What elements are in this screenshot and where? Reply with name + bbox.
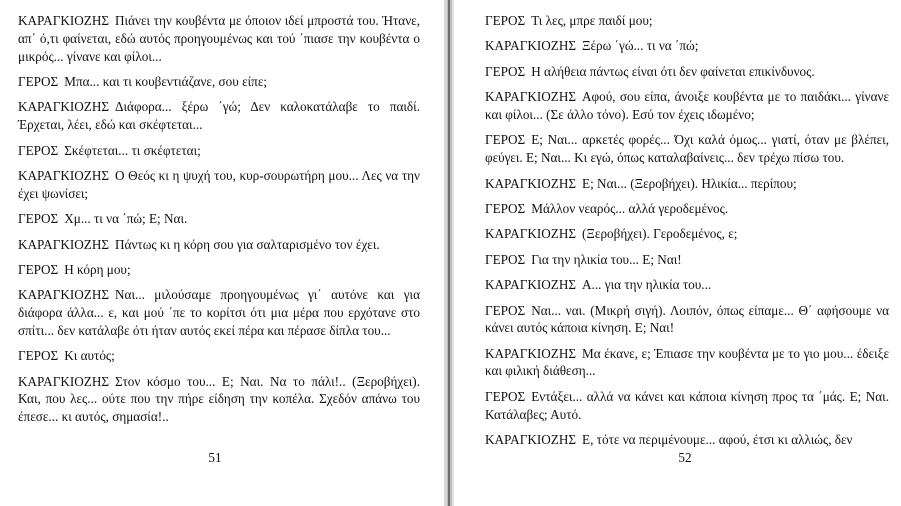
dialogue-paragraph — [485, 251, 889, 269]
page-text — [485, 12, 889, 456]
dialogue-line: Εντάξει... αλλά να κάνει και κάποια κίνηση προς τα ΄μάς. Ε; Ναι. Κατάλαβες; Αυτό. — [485, 388, 889, 422]
dialogue-line: Ε; Ναι... (Ξεροβήχει). Ηλικία... περίπου; — [582, 175, 797, 191]
speaker-name: ΓΕΡΟΣ — [485, 132, 526, 148]
speaker-name: ΓΕΡΟΣ — [18, 261, 59, 277]
dialogue-paragraph — [18, 142, 420, 160]
dialogue-line: Μπα... και τι κουβεντιάζανε, σου είπε; — [64, 73, 268, 89]
speaker-name: ΓΕΡΟΣ — [18, 211, 59, 227]
dialogue-line: Στον κόσμο του... Ε; Ναι. Να το πάλι!.. (Ξεροβήχει). Και, που λες... ούτε που την πήρε είδηση την κοπέλα. Σχεδόν απάνω του έπεσε... κι αυτός, σημασία!.. — [18, 373, 420, 425]
speaker-name: ΚΑΡΑΓΚΙΟΖΗΣ — [18, 373, 110, 389]
speaker-name: ΓΕΡΟΣ — [485, 302, 526, 318]
speaker-name: ΓΕΡΟΣ — [18, 142, 59, 158]
speaker-name: ΓΕΡΟΣ — [18, 73, 59, 89]
dialogue-line: Ο Θεός κι η ψυχή του, κυρ-σουρωτήρη μου... Λες να την έχει ψωνίσει; — [18, 167, 420, 201]
dialogue-line: Ναι... μιλούσαμε προηγουμένως γι΄ αυτόνε και για διάφορα άλλα... ε, και μού ΄πε το κορίτσι ότι μια μέρα που ερχότανε στο σπίτι... δεν κατάλαβε ότι ήταν αυτός εκεί πέρα και πέρασε δίπλα του... — [18, 287, 420, 338]
dialogue-paragraph — [485, 37, 889, 55]
speaker-name: ΚΑΡΑΓΚΙΟΖΗΣ — [485, 38, 577, 54]
speaker-name: ΓΕΡΟΣ — [485, 63, 526, 79]
dialogue-paragraph — [18, 373, 420, 426]
speaker-name: ΚΑΡΑΓΚΙΟΖΗΣ — [485, 226, 577, 242]
speaker-name: ΚΑΡΑΓΚΙΟΖΗΣ — [18, 99, 110, 115]
speaker-name: ΚΑΡΑΓΚΙΟΖΗΣ — [18, 287, 110, 303]
speaker-name: ΚΑΡΑΓΚΙΟΖΗΣ — [18, 236, 110, 252]
page-51 — [0, 0, 443, 506]
page-number: 52 — [678, 450, 692, 465]
page-52 — [456, 0, 901, 506]
dialogue-line: Α... για την ηλικία του... — [582, 277, 712, 293]
speaker-name: ΓΕΡΟΣ — [485, 251, 526, 267]
dialogue-paragraph — [485, 175, 889, 193]
speaker-name: ΚΑΡΑΓΚΙΟΖΗΣ — [18, 13, 110, 28]
dialogue-paragraph — [485, 345, 889, 381]
speaker-name: ΓΕΡΟΣ — [18, 348, 59, 364]
speaker-name: ΚΑΡΑΓΚΙΟΖΗΣ — [485, 277, 577, 293]
dialogue-line: Ε, τότε να περιμένουμε... αφού, έτσι κι αλλιώς, δεν — [582, 432, 853, 448]
dialogue-line: Η κόρη μου; — [64, 261, 131, 277]
dialogue-line: (Ξεροβήχει). Γεροδεμένος, ε; — [582, 226, 738, 242]
speaker-name: ΚΑΡΑΓΚΙΟΖΗΣ — [485, 345, 577, 361]
speaker-name: ΓΕΡΟΣ — [485, 200, 526, 216]
dialogue-paragraph — [485, 131, 889, 167]
dialogue-line: Ε; Ναι... αρκετές φορές... Όχι καλά όμως... γιατί, όταν με βλέπει, φεύγει. Ε; Ναι... Κι εγώ, όπως καταλαβαίνεις... δεν τρέχω πίσω του. — [485, 132, 889, 166]
speaker-name: ΚΑΡΑΓΚΙΟΖΗΣ — [485, 89, 577, 105]
dialogue-paragraph — [485, 88, 889, 124]
dialogue-line: Η αλήθεια πάντως είναι ότι δεν φαίνεται επικίνδυνος. — [531, 63, 815, 79]
dialogue-line: Μα έκανε, ε; Έπιασε την κουβέντα με το γιο μου... έδειξε και φιλική διάθεση... — [485, 345, 889, 379]
dialogue-paragraph — [485, 388, 889, 424]
speaker-name: ΚΑΡΑΓΚΙΟΖΗΣ — [485, 432, 577, 448]
dialogue-paragraph — [485, 225, 889, 243]
dialogue-paragraph — [18, 261, 420, 279]
dialogue-line: Μάλλον νεαρός... αλλά γεροδεμένος. — [531, 200, 729, 216]
dialogue-paragraph — [485, 63, 889, 81]
dialogue-paragraph — [18, 286, 420, 339]
speaker-name: ΓΕΡΟΣ — [485, 13, 526, 28]
dialogue-paragraph — [485, 431, 889, 449]
dialogue-paragraph — [18, 73, 420, 91]
dialogue-line: Σκέφτεται... τι σκέφτεται; — [64, 142, 201, 158]
dialogue-line: Τι λες, μπρε παιδί μου; — [531, 13, 653, 28]
dialogue-paragraph — [18, 236, 420, 254]
page-divider — [443, 0, 456, 506]
speaker-name: ΚΑΡΑΓΚΙΟΖΗΣ — [18, 167, 110, 183]
dialogue-line: Ναι... ναι. (Μικρή σιγή). Λοιπόν, όπως είπαμε... Θ΄ αφήσουμε να κάνει αυτός κάποια κίνηση. Ε; Ναι! — [485, 302, 889, 336]
dialogue-line: Αφού, σου είπα, άνοιξε κουβέντα με το παιδάκι... γίνανε και φίλοι... (Σε άλλο τόνο). Εσύ τον έχεις ιδωμένο; — [485, 89, 889, 122]
dialogue-line: Πιάνει την κουβέντα με όποιον ιδεί μπροστά του. Ήτανε, απ΄ ό,τι φαίνεται, εδώ αυτός προηγουμένως και τού ΄πιασε την κουβέντα ο μικρός... γίνανε και φίλοι... — [18, 13, 420, 64]
speaker-name: ΓΕΡΟΣ — [485, 388, 526, 404]
dialogue-line: Χμ... τι να ΄πώ; Ε; Ναι. — [64, 211, 188, 227]
page-number: 51 — [208, 450, 222, 465]
dialogue-line: Πάντως κι η κόρη σου για σαλταρισμένο τον έχει. — [115, 236, 380, 252]
dialogue-paragraph — [18, 167, 420, 203]
dialogue-paragraph — [485, 200, 889, 218]
dialogue-paragraph — [18, 210, 420, 228]
dialogue-paragraph — [18, 347, 420, 365]
dialogue-line: Διάφορα... ξέρω ΄γώ; Δεν καλοκατάλαβε το παιδί. Έρχεται, λέει, εδώ και σκέφτεται... — [18, 99, 420, 133]
dialogue-line: Κι αυτός; — [64, 348, 115, 364]
dialogue-paragraph — [18, 98, 420, 134]
dialogue-line: Ξέρω ΄γώ... τι να ΄πώ; — [582, 38, 699, 54]
dialogue-paragraph — [485, 12, 889, 30]
speaker-name: ΚΑΡΑΓΚΙΟΖΗΣ — [485, 175, 577, 191]
dialogue-paragraph — [485, 276, 889, 294]
dialogue-paragraph — [485, 302, 889, 338]
dialogue-line: Για την ηλικία του... Ε; Ναι! — [531, 251, 682, 267]
page-text — [18, 12, 420, 434]
dialogue-paragraph — [18, 12, 420, 65]
